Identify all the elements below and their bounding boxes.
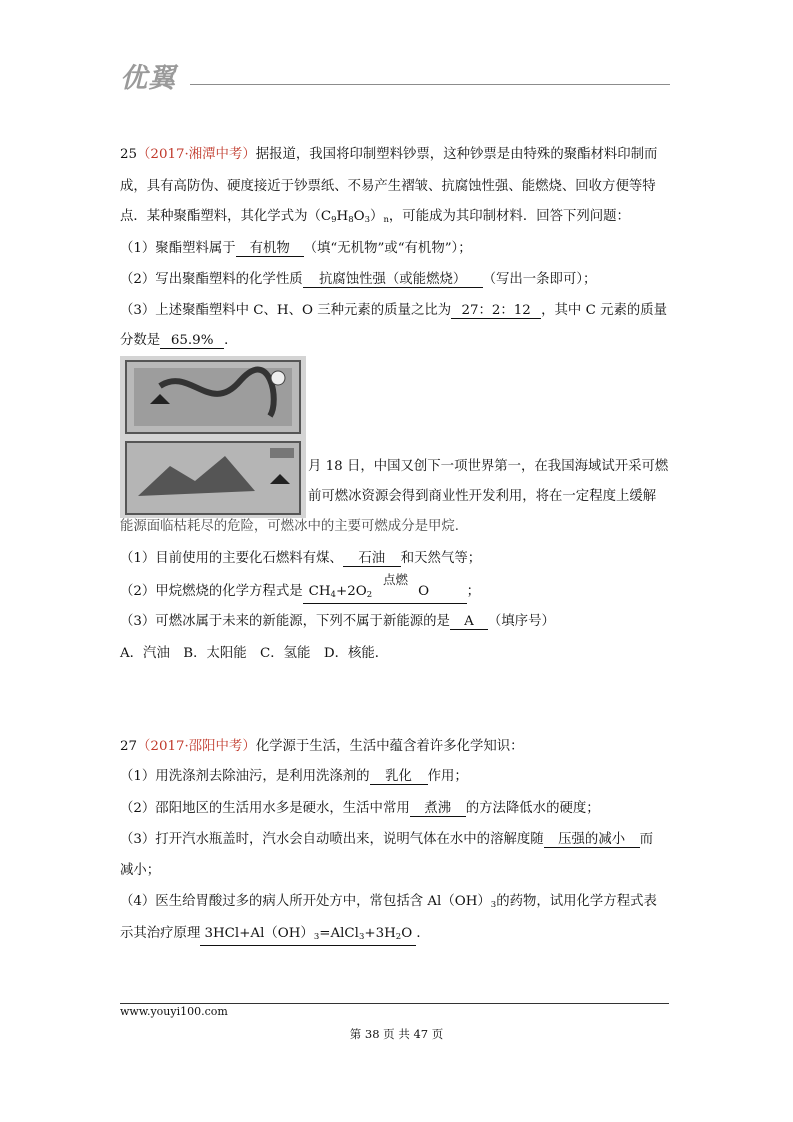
subscript: 2 — [366, 590, 373, 600]
q27-p4-text: （4）医生给胃酸过多的病人所开处方中，常包括含 Al（OH） — [120, 894, 491, 909]
q27-part-3 — [120, 831, 653, 849]
q25-part-3 — [120, 302, 667, 320]
eq-part: O — [401, 926, 413, 941]
q25-source: （2017·湘潭中考） — [137, 147, 256, 162]
q25-p3-answer: 27：2：12 — [451, 303, 541, 319]
subscript: 3 — [358, 932, 365, 942]
q26-p1-text: （1）目前使用的主要化石燃料有煤、 — [120, 551, 343, 566]
q27-p1-text: （1）用洗涤剂去除油污，是利用洗涤剂的 — [120, 769, 370, 784]
subscript: n — [383, 215, 389, 225]
eq-part: =AlCl — [319, 926, 359, 941]
q26-p3-text: （3）可燃冰属于未来的新能源，下列不属于新能源的是 — [120, 614, 450, 629]
q25-stem-text-3c: O — [353, 209, 365, 224]
q25-p3-answer-2: 65.9% — [160, 333, 224, 349]
banknote-illustration — [120, 356, 306, 518]
q25-p2-hint: （写出一条即可）； — [482, 272, 597, 287]
eq-part: +3H — [364, 926, 396, 941]
eq-part: +2O — [335, 584, 367, 599]
brand-logo: 优翼 — [120, 63, 176, 94]
q27-p1-hint: 作用； — [427, 769, 468, 784]
footer-url: www.youyi100.com — [120, 1005, 228, 1018]
q27-part-1 — [120, 768, 468, 786]
q27-stem — [120, 738, 524, 756]
q27-stem-text: 化学源于生活，生活中蕴含着许多化学知识： — [255, 739, 524, 754]
q25-stem-line-1 — [120, 146, 657, 164]
q26-part-2 — [120, 583, 480, 604]
q25-stem-text-1: 据报道，我国将印制塑料钞票，这种钞票是由特殊的聚酯材料印制而 — [255, 147, 658, 162]
q25-stem-text-3e: ，可能成为其印制材料．回答下列问题： — [388, 209, 630, 224]
q25-stem-text-3a: 点．某种聚酯塑料，其化学式为（C — [120, 209, 332, 224]
subscript: 3 — [364, 215, 371, 225]
q27-p4-text-c: 示其治疗原理 — [120, 926, 201, 941]
q27-part-4-cont — [120, 925, 430, 946]
q27-p3-answer: 压强的减小 — [544, 832, 640, 848]
q26-p3-answer: A — [450, 614, 488, 630]
subscript: 3 — [313, 932, 320, 942]
q27-part-2 — [120, 800, 600, 818]
subscript: 8 — [348, 215, 354, 225]
q25-part-2 — [120, 271, 596, 289]
q25-part-3-cont — [120, 332, 238, 350]
banknote-photo — [120, 356, 306, 518]
q27-source: （2017·邵阳中考） — [137, 739, 256, 754]
q26-p2-answer — [303, 584, 467, 604]
q25-p3-end: ． — [224, 333, 238, 348]
q26-p1-answer: 石油 — [343, 551, 401, 567]
q27-p2-hint: 的方法降低水的硬度； — [465, 801, 600, 816]
q26-part-3 — [120, 613, 555, 631]
reaction-condition: 点燃 — [383, 572, 409, 587]
q27-p1-answer: 乳化 — [370, 769, 428, 785]
q26-p2-text: （2）甲烷燃烧的化学方程式是 — [120, 584, 303, 599]
q27-p3-text-b: 而 — [639, 832, 654, 847]
q26-p3-hint: （填序号） — [487, 614, 555, 629]
q26-stem-line-2: 前可燃冰资源会得到商业性开发利用，将在一定程度上缓解 — [308, 489, 657, 504]
q25-p1-answer: 有机物 — [236, 241, 304, 257]
q25-p3-text-c: 分数是 — [120, 333, 161, 348]
q27-part-3-cont: 减小； — [120, 863, 161, 878]
q27-p2-answer: 煮沸 — [410, 801, 466, 817]
q27-p2-text: （2）邵阳地区的生活用水多是硬水，生活中常用 — [120, 801, 410, 816]
q25-stem-text-3d: ） — [370, 209, 384, 224]
q26-stem-line-3: 能源面临枯耗尽的危险，可燃冰中的主要可燃成分是甲烷． — [120, 519, 469, 534]
q26-p1-hint: 和天然气等； — [400, 551, 482, 566]
q25-p2-answer: 抗腐蚀性强（或能燃烧） — [303, 272, 483, 288]
eq-part: O — [418, 584, 430, 599]
q25-p1-text: （1）聚酯塑料属于 — [120, 241, 236, 256]
subscript: 4 — [330, 590, 336, 600]
footer-divider — [120, 1003, 669, 1004]
q27-p4-text-b: 的药物，试用化学方程式表 — [496, 894, 657, 909]
q25-p2-text: （2）写出聚酯塑料的化学性质 — [120, 272, 303, 287]
q27-p4-end: ． — [416, 926, 430, 941]
q25-number: 25 — [120, 147, 138, 162]
q25-stem-line-3 — [120, 208, 630, 229]
q25-stem-text-3b: H — [336, 209, 349, 224]
eq-part: 3HCl+Al（OH） — [204, 926, 314, 941]
q27-part-4 — [120, 893, 657, 914]
q27-p3-text: （3）打开汽水瓶盖时，汽水会自动喷出来，说明气体在水中的溶解度随 — [120, 832, 544, 847]
q26-stem-line-1: 月 18 日，中国又创下一项世界第一，在我国海域试开采可燃 — [308, 459, 669, 474]
q27-p4-answer — [200, 926, 416, 946]
q26-part-1 — [120, 550, 481, 568]
header-divider — [190, 84, 670, 85]
q25-p3-text-b: ，其中 C 元素的质量 — [541, 303, 668, 318]
q27-number: 27 — [120, 739, 138, 754]
q25-stem-line-2: 成，具有高防伪、硬度接近于钞票纸、不易产生褶皱、抗腐蚀性强、能燃烧、回收方便等特 — [120, 179, 656, 194]
q26-options: A．汽油 B．太阳能 C．氢能 D．核能． — [120, 646, 389, 661]
q26-p2-end: ； — [466, 584, 480, 599]
q25-p1-hint: （填“无机物”或“有机物”）； — [303, 241, 472, 256]
q25-part-1 — [120, 240, 472, 258]
subscript: 9 — [331, 215, 337, 225]
eq-part: CH — [308, 584, 331, 599]
q25-p3-text: （3）上述聚酯塑料中 C、H、O 三种元素的质量之比为 — [120, 303, 452, 318]
subscript: 3 — [490, 900, 497, 910]
subscript: 2 — [395, 932, 402, 942]
page-number: 第 38 页 共 47 页 — [349, 1027, 444, 1041]
